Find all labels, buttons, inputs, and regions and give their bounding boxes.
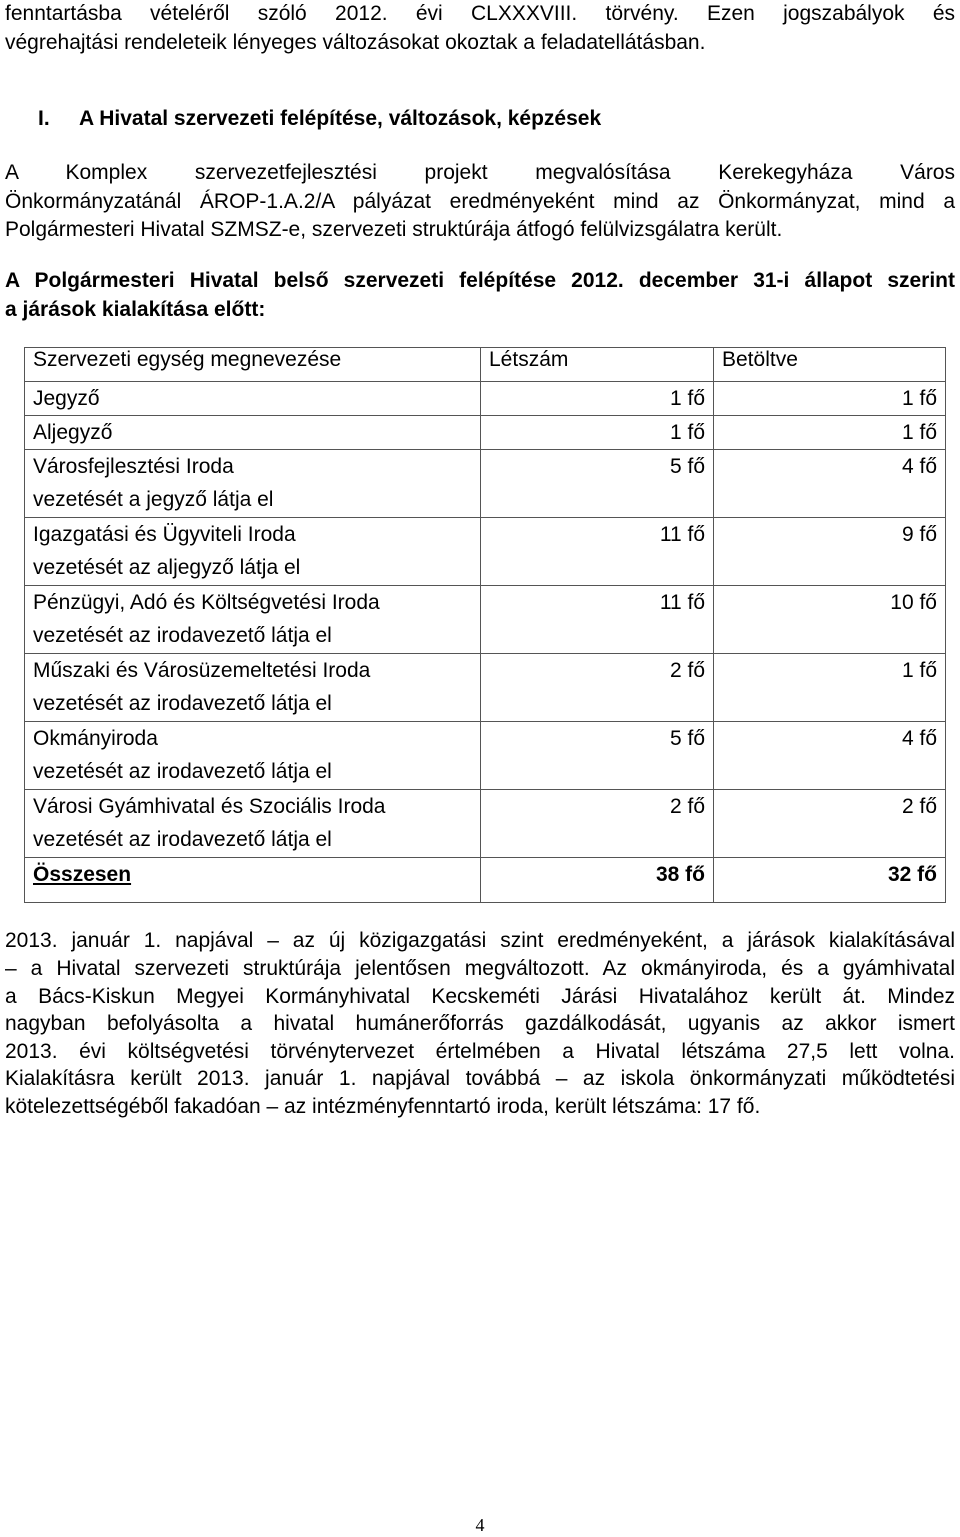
table-row bbox=[25, 382, 946, 416]
subheading-line-1: A Polgármesteri Hivatal belső szervezeti felépítése 2012. december 31-i állapot szerint bbox=[5, 269, 955, 292]
unit-name: Városi Gyámhivatal és Szociális Iroda bbox=[33, 795, 386, 818]
table-row bbox=[25, 416, 946, 450]
unit-name: Városfejlesztési Iroda bbox=[33, 455, 234, 478]
unit-filled: 1 fő bbox=[714, 382, 946, 416]
section-title: A Hivatal szervezeti felépítése, változások, képzések bbox=[79, 107, 602, 130]
unit-name: Aljegyző bbox=[25, 416, 481, 450]
unit-headcount: 5 fő bbox=[481, 450, 714, 518]
unit-name: Jegyző bbox=[25, 382, 481, 416]
unit-cell bbox=[25, 518, 481, 586]
unit-cell bbox=[25, 450, 481, 518]
paragraph2-line-5: 2013. évi költségvetési törvénytervezet értelmében a Hivatal létszáma 27,5 lett volna. bbox=[5, 1040, 955, 1063]
unit-leader-note: vezetését az irodavezető látja el bbox=[33, 624, 332, 647]
paragraph2-line-4: nagyban befolyásolta a hivatal humánerőforrás gazdálkodását, ugyanis az akkor ismert bbox=[5, 1012, 955, 1035]
unit-filled: 10 fő bbox=[714, 586, 946, 654]
paragraph2-line-3: a Bács-Kiskun Megyei Kormányhivatal Kecskeméti Járási Hivatalához került át. Mindez bbox=[5, 985, 955, 1008]
table-total-row bbox=[25, 858, 946, 903]
unit-name: Okmányiroda bbox=[33, 727, 158, 750]
unit-name: Pénzügyi, Adó és Költségvetési Iroda bbox=[33, 591, 380, 614]
unit-headcount: 2 fő bbox=[481, 790, 714, 858]
unit-filled: 9 fő bbox=[714, 518, 946, 586]
total-filled: 32 fő bbox=[714, 858, 946, 903]
paragraph2-line-6: Kialakításra került 2013. január 1. napjával továbbá – az iskola önkormányzati működtetési bbox=[5, 1067, 955, 1090]
unit-cell bbox=[25, 722, 481, 790]
page-number: 4 bbox=[475, 1515, 485, 1535]
unit-leader-note: vezetését az irodavezető látja el bbox=[33, 828, 332, 851]
unit-headcount: 5 fő bbox=[481, 722, 714, 790]
header-filled: Betöltve bbox=[714, 348, 946, 382]
unit-leader-note: vezetését az irodavezető látja el bbox=[33, 760, 332, 783]
unit-headcount: 11 fő bbox=[481, 518, 714, 586]
intro-line-2: végrehajtási rendeleteik lényeges változásokat okoztak a feladatellátásban. bbox=[5, 31, 706, 54]
unit-cell bbox=[25, 586, 481, 654]
paragraph2-line-2: – a Hivatal szervezeti struktúrája jelentősen megváltozott. Az okmányiroda, és a gyámhivatal bbox=[5, 957, 955, 980]
header-unit-name: Szervezeti egység megnevezése bbox=[25, 348, 481, 382]
section-number: I. bbox=[38, 107, 50, 130]
unit-filled: 4 fő bbox=[714, 722, 946, 790]
paragraph2-line-1: 2013. január 1. napjával – az új közigazgatási szint eredményeként, a járások kialakításával bbox=[5, 929, 955, 952]
table-row bbox=[25, 654, 946, 722]
unit-filled: 1 fő bbox=[714, 654, 946, 722]
unit-cell bbox=[25, 654, 481, 722]
header-headcount: Létszám bbox=[481, 348, 714, 382]
unit-filled: 2 fő bbox=[714, 790, 946, 858]
unit-leader-note: vezetését az irodavezető látja el bbox=[33, 692, 332, 715]
total-label-cell bbox=[25, 858, 481, 903]
unit-headcount: 1 fő bbox=[481, 382, 714, 416]
paragraph1-line-1: A Komplex szervezetfejlesztési projekt megvalósítása Kerekegyháza Város bbox=[5, 161, 955, 184]
unit-leader-note: vezetését a jegyző látja el bbox=[33, 488, 274, 511]
unit-headcount: 1 fő bbox=[481, 416, 714, 450]
unit-filled: 4 fő bbox=[714, 450, 946, 518]
unit-cell bbox=[25, 790, 481, 858]
org-structure-table bbox=[24, 347, 946, 903]
table-row bbox=[25, 722, 946, 790]
unit-headcount: 2 fő bbox=[481, 654, 714, 722]
table-row bbox=[25, 518, 946, 586]
paragraph1-line-2: Önkormányzatánál ÁROP-1.A.2/A pályázat eredményeként mind az Önkormányzat, mind a bbox=[5, 190, 955, 213]
table-row bbox=[25, 586, 946, 654]
table-row bbox=[25, 790, 946, 858]
table-header-row bbox=[25, 348, 946, 382]
unit-leader-note: vezetését az aljegyző látja el bbox=[33, 556, 301, 579]
total-label: Összesen bbox=[33, 863, 132, 886]
total-headcount: 38 fő bbox=[481, 858, 714, 903]
paragraph2-line-7: kötelezettségéből fakadóan – az intézményfenntartó iroda, került létszáma: 17 fő. bbox=[5, 1095, 761, 1118]
section-heading bbox=[38, 107, 601, 131]
unit-headcount: 11 fő bbox=[481, 586, 714, 654]
unit-name: Műszaki és Városüzemeltetési Iroda bbox=[33, 659, 371, 682]
intro-line-1: fenntartásba vételéről szóló 2012. évi CLXXXVIII. törvény. Ezen jogszabályok és bbox=[5, 2, 955, 25]
unit-name: Igazgatási és Ügyviteli Iroda bbox=[33, 523, 296, 546]
table-row bbox=[25, 450, 946, 518]
paragraph1-line-3: Polgármesteri Hivatal SZMSZ-e, szervezeti struktúrája átfogó felülvizsgálatra került. bbox=[5, 218, 783, 241]
unit-filled: 1 fő bbox=[714, 416, 946, 450]
subheading-line-2: a járások kialakítása előtt: bbox=[5, 298, 266, 321]
